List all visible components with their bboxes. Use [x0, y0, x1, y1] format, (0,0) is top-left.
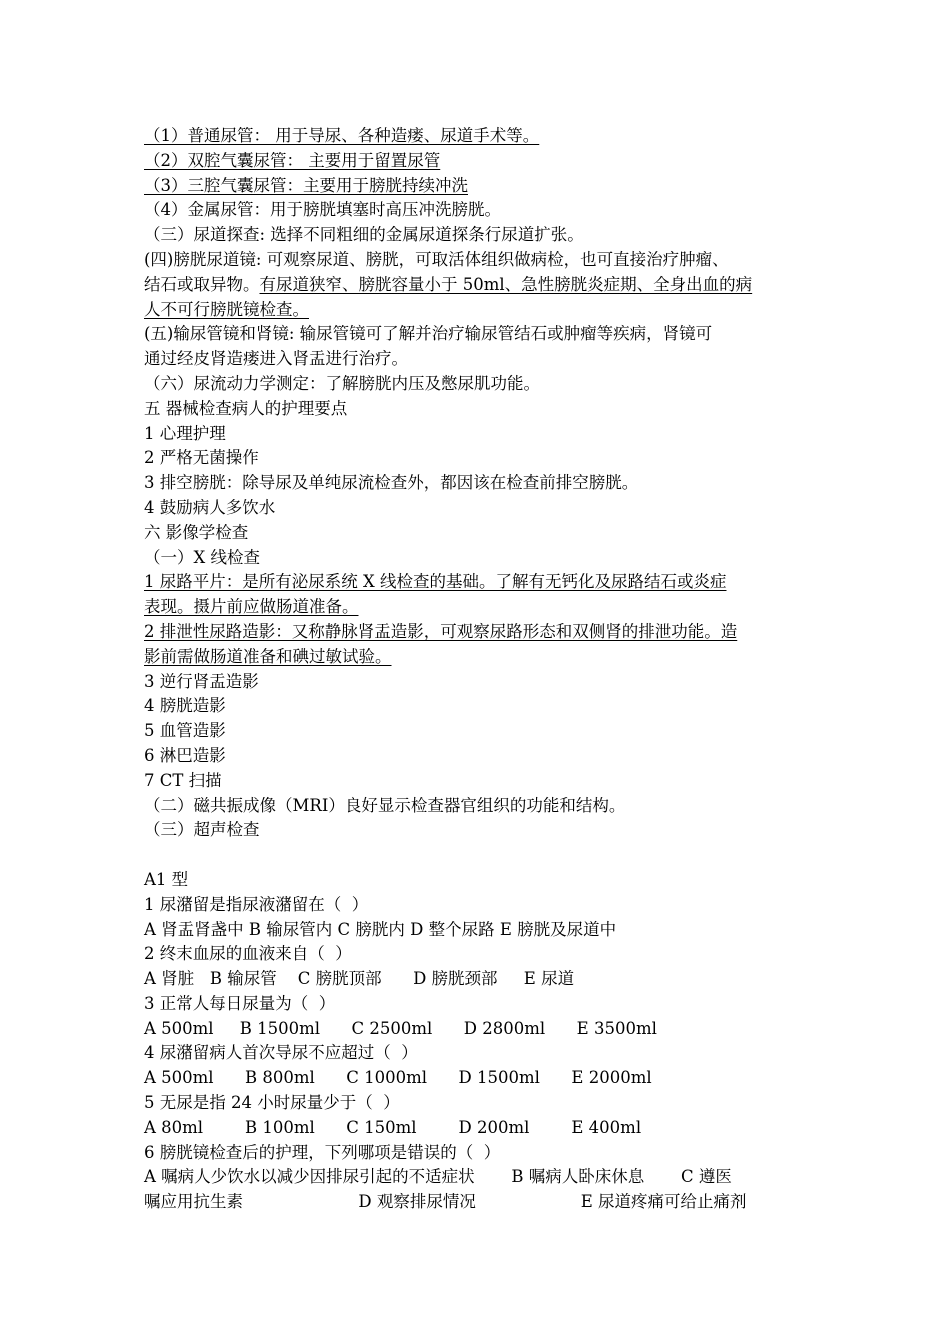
text-line: （3）三腔气囊尿管：主要用于膀胱持续冲洗 — [144, 175, 468, 195]
question-options: A 500ml B 800ml C 1000ml D 1500ml E 2000ml — [144, 1068, 652, 1088]
text-line: 表现。摄片前应做肠道准备。 — [144, 597, 359, 617]
question-options: 嘱应用抗生素 D 观察排尿情况 E 尿道疼痛可给止痛剂 — [144, 1192, 747, 1212]
question-type-heading: A1 型 — [144, 869, 189, 889]
question-options: A 80ml B 100ml C 150ml D 200ml E 400ml — [144, 1117, 642, 1137]
text-line: 人不可行膀胱镜检查。 — [144, 299, 309, 319]
text-line: (五)输尿管镜和肾镜: 输尿管镜可了解并治疗输尿管结石或肿瘤等疾病，肾镜可 — [144, 324, 713, 344]
underlined-segment: 有尿道狭窄、膀胱容量小于 50ml、急性膀胱炎症期、全身出血的病 — [259, 274, 753, 294]
text-line: （一）X 线检查 — [144, 547, 260, 567]
question-options: A 500ml B 1500ml C 2500ml D 2800ml E 3500ml — [144, 1018, 657, 1038]
question-stem: 2 终末血尿的血液来自（ ） — [144, 944, 352, 964]
text-line: 7 CT 扫描 — [144, 770, 222, 790]
question-stem: 4 尿潴留病人首次导尿不应超过（ ） — [144, 1043, 418, 1063]
question-stem: 1 尿潴留是指尿液潴留在（ ） — [144, 894, 369, 914]
section-heading: 六 影像学检查 — [144, 522, 249, 542]
text-line: 2 严格无菌操作 — [144, 448, 259, 468]
question-stem: 3 正常人每日尿量为（ ） — [144, 993, 336, 1013]
text-line: 6 淋巴造影 — [144, 745, 226, 765]
text-line: 4 膀胱造影 — [144, 696, 226, 716]
text-line: 影前需做肠道准备和碘过敏试验。 — [144, 646, 392, 666]
question-stem: 5 无尿是指 24 小时尿量少于（ ） — [144, 1093, 400, 1113]
text-line: （六）尿流动力学测定：了解膀胱内压及憋尿肌功能。 — [144, 373, 540, 393]
question-options: A 肾脏 B 输尿管 C 膀胱顶部 D 膀胱颈部 E 尿道 — [144, 969, 575, 989]
text-line: 3 排空膀胱：除导尿及单纯尿流检查外，都因该在检查前排空膀胱。 — [144, 473, 639, 493]
question-options: A 嘱病人少饮水以减少因排尿引起的不适症状 B 嘱病人卧床休息 C 遵医 — [144, 1167, 732, 1187]
question-stem: 6 膀胱镜检查后的护理，下列哪项是错误的（ ） — [144, 1142, 501, 1162]
text-line: （2）双腔气囊尿管： 主要用于留置尿管 — [144, 150, 441, 170]
text-line — [144, 273, 808, 298]
text-line: （1）普通尿管： 用于导尿、各种造瘘、尿道手术等。 — [144, 126, 540, 145]
text-line: 3 逆行肾盂造影 — [144, 671, 259, 691]
text-line: 1 尿路平片：是所有泌尿系统 X 线检查的基础。了解有无钙化及尿路结石或炎症 — [144, 572, 727, 592]
text-line: （三）超声检查 — [144, 820, 260, 840]
text-line: （二）磁共振成像（MRI）良好显示检查器官组织的功能和结构。 — [144, 795, 626, 815]
text-line: 通过经皮肾造瘘进入肾盂进行治疗。 — [144, 349, 408, 369]
text-line: 5 血管造影 — [144, 721, 226, 741]
text-line: 1 心理护理 — [144, 423, 226, 443]
blank-line — [144, 843, 808, 868]
question-options: A 肾盂肾盏中 B 输尿管内 C 膀胱内 D 整个尿路 E 膀胱及尿道中 — [144, 919, 617, 939]
document-body — [144, 124, 808, 1215]
section-heading: 五 器械检查病人的护理要点 — [144, 398, 348, 418]
text-line: （三）尿道探查: 选择不同粗细的金属尿道探条行尿道扩张。 — [144, 225, 584, 245]
text-line: (四)膀胱尿道镜: 可观察尿道、膀胱，可取活体组织做病检，也可直接治疗肿瘤、 — [144, 249, 729, 269]
text-segment: 结石或取异物。 — [144, 274, 260, 294]
text-line: （4）金属尿管：用于膀胱填塞时高压冲洗膀胱。 — [144, 200, 501, 220]
text-line: 2 排泄性尿路造影：又称静脉肾盂造影，可观察尿路形态和双侧肾的排泄功能。造 — [144, 621, 738, 641]
text-line: 4 鼓励病人多饮水 — [144, 497, 276, 517]
